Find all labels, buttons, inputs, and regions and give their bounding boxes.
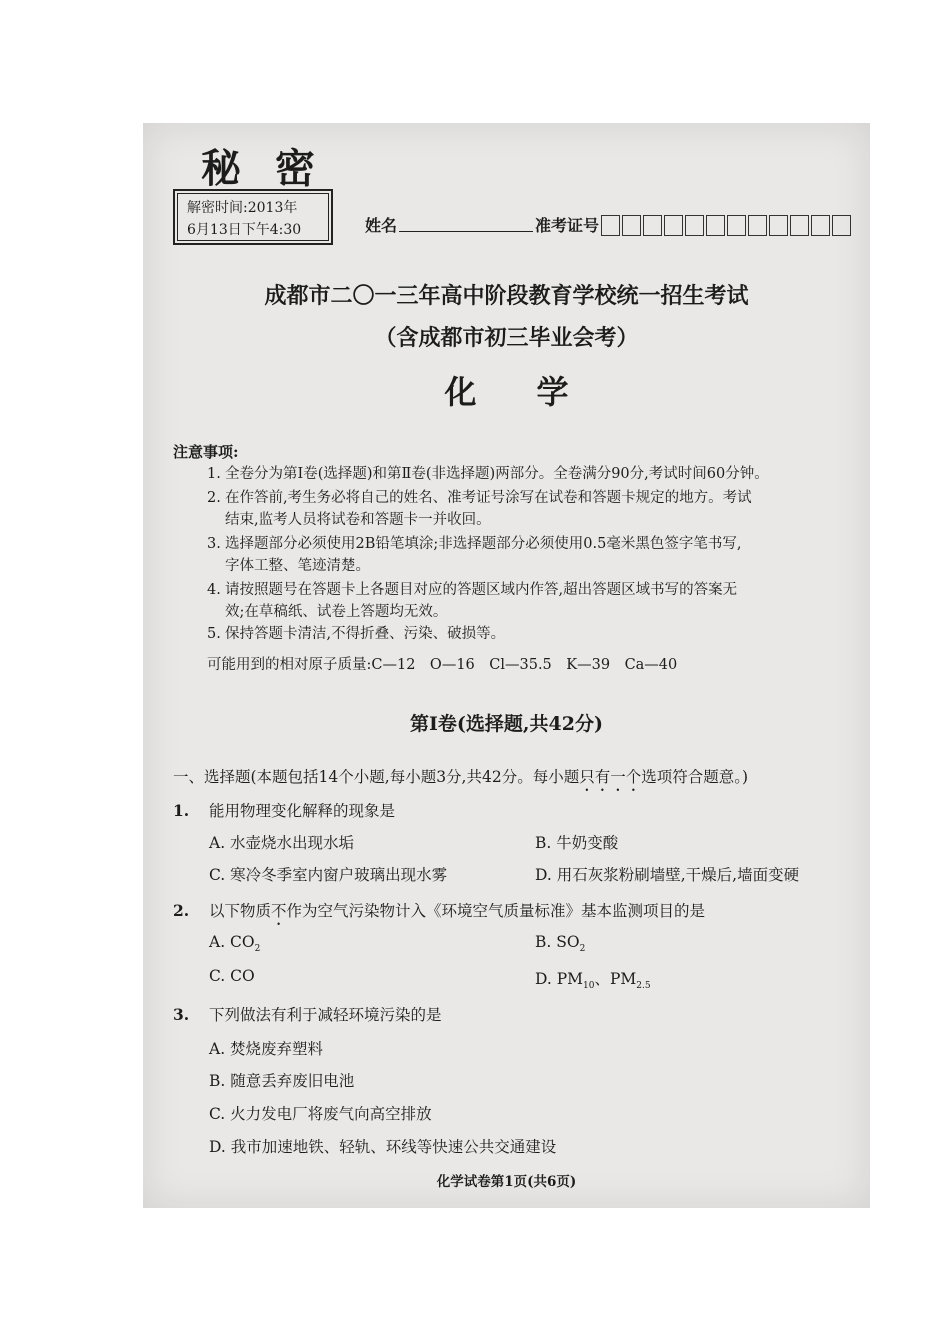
- exam-id-label: 准考证号: [535, 216, 600, 235]
- section-instructions: 一、选择题(本题包括14个小题,每小题3分,共42分。每小题只有一个选项符合题意。): [173, 768, 749, 786]
- question-1-option-c: C. 寒冷冬季室内窗户玻璃出现水雾: [209, 866, 448, 884]
- declassification-line-1: 解密时间:2013年: [187, 200, 298, 216]
- question-2-option-a: A. $CO_2$: [209, 933, 261, 955]
- question-2-option-c: C. CO: [209, 967, 255, 985]
- question-2-option-d: D. $PM_{10}$、$PM_{2.5}$: [535, 970, 651, 992]
- question-1-stem: 1. 能用物理变化解释的现象是: [173, 801, 396, 820]
- question-1-option-a: A. 水壶烧水出现水垢: [209, 834, 355, 852]
- exam-paper: [143, 123, 870, 1208]
- subject-title: 化学: [444, 373, 629, 411]
- question-3-option-a: A. 焚烧废弃塑料: [209, 1040, 324, 1058]
- notice-item-2: 2. 在作答前,考生务必将自己的姓名、准考证号涂写在试卷和答题卡规定的地方。考试 结束,监考人员将试卷和答题卡一并收回。: [207, 490, 752, 528]
- name-label: 姓名: [365, 216, 398, 235]
- page-footer: 化学试卷第1页(共6页): [436, 1174, 577, 1190]
- declassification-box: [173, 189, 333, 245]
- notice-item-3: 3. 选择题部分必须使用2B铅笔填涂;非选择题部分必须使用0.5毫米黑色签字笔书写, 字体工整、笔迹清楚。: [207, 536, 742, 574]
- question-1-option-d: D. 用石灰浆粉刷墙壁,干燥后,墙面变硬: [535, 866, 800, 884]
- exam-id-boxes[interactable]: [601, 215, 853, 236]
- question-3-option-c: C. 火力发电厂将废气向高空排放: [209, 1105, 432, 1123]
- notice-item-5: 5. 保持答题卡清洁,不得折叠、污染、破损等。: [207, 626, 506, 642]
- exam-title: 成都市二〇一三年高中阶段教育学校统一招生考试: [264, 283, 749, 309]
- question-3-option-d: D. 我市加速地铁、轻轨、环线等快速公共交通建设: [209, 1138, 557, 1156]
- notice-heading: 注意事项:: [173, 443, 239, 461]
- secret-mark: 秘密: [201, 145, 349, 192]
- question-1-option-b: B. 牛奶变酸: [535, 834, 619, 852]
- atomic-masses: 可能用到的相对原子质量:C—12 O—16 Cl—35.5 K—39 Ca—40: [207, 657, 678, 673]
- declassification-line-2: 6月13日下午4:30: [187, 222, 302, 238]
- name-blank[interactable]: [399, 231, 533, 232]
- exam-subtitle: （含成都市初三毕业会考）: [374, 325, 639, 351]
- question-2-option-b: B. $SO_2$: [535, 933, 586, 955]
- part-1-title: 第Ⅰ卷(选择题,共42分): [410, 713, 603, 735]
- candidate-info: [365, 213, 853, 236]
- question-3-stem: 3. 下列做法有利于减轻环境污染的是: [173, 1005, 442, 1024]
- question-2-stem: 2. 以下物质不作为空气污染物计入《环境空气质量标准》基本监测项目的是: [173, 901, 706, 920]
- notice-item-1: 1. 全卷分为第Ⅰ卷(选择题)和第Ⅱ卷(非选择题)两部分。全卷满分90分,考试时间60分钟。: [207, 466, 769, 482]
- question-3-option-b: B. 随意丢弃废旧电池: [209, 1072, 355, 1090]
- notice-item-4: 4. 请按照题号在答题卡上各题目对应的答题区域内作答,超出答题区域书写的答案无 效;在草稿纸、试卷上答题均无效。: [207, 582, 738, 620]
